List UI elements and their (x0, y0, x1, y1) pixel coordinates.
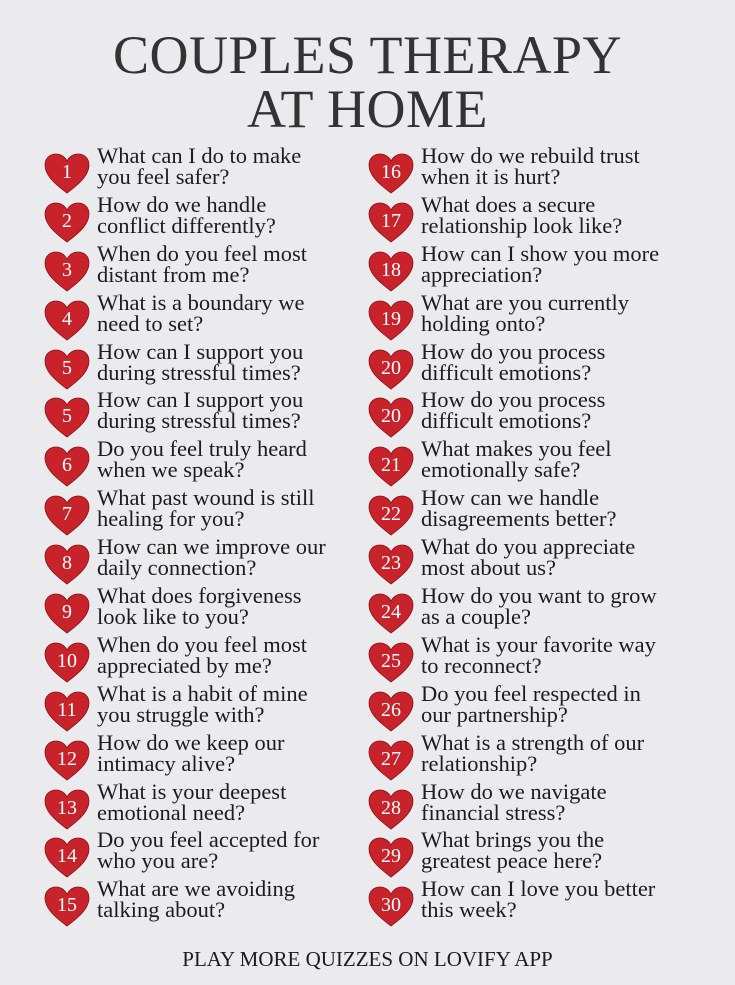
question-text (97, 191, 276, 238)
question-line: when it is hurt? (421, 164, 561, 189)
question-number: 5 (62, 356, 72, 379)
question-number: 7 (62, 503, 72, 526)
heart-icon (368, 544, 414, 586)
question-number: 26 (381, 698, 401, 721)
question-number: 1 (62, 161, 72, 183)
question-text (97, 145, 301, 187)
question-line: difficult emotions? (421, 408, 592, 434)
question-number: 14 (57, 845, 77, 868)
heart-icon (44, 789, 90, 831)
heart-icon (368, 886, 414, 928)
question-text (97, 289, 305, 336)
question-text (421, 680, 641, 727)
question-line: How do you process (421, 338, 606, 364)
heart-icon (44, 691, 90, 733)
question-line: How do we navigate (421, 778, 607, 804)
question-line: who you are? (97, 848, 219, 874)
question-line: How can we improve our (97, 534, 326, 560)
heart-icon (44, 300, 90, 342)
heart-icon (368, 740, 414, 782)
question-number: 17 (381, 209, 401, 232)
question-number: 9 (62, 601, 72, 624)
question-text (97, 631, 307, 678)
question-number: 30 (381, 894, 401, 917)
question-number: 23 (381, 552, 401, 575)
question-line: What is your favorite way (421, 631, 656, 657)
question-number: 11 (57, 698, 77, 721)
question-line: What is a boundary we (97, 289, 305, 315)
heart-icon (368, 349, 414, 391)
question-text (421, 145, 640, 187)
question-number: 15 (57, 894, 77, 917)
question-line: our partnership? (421, 701, 568, 727)
question-text (97, 338, 304, 385)
question-line: How do you want to grow (421, 583, 657, 609)
question-text (97, 729, 285, 776)
question-line: during stressful times? (97, 359, 301, 385)
question-line: distant from me? (97, 261, 250, 287)
question-line: conflict differently? (97, 212, 276, 238)
question-number: 8 (62, 552, 72, 575)
question-line: How can we handle (421, 485, 600, 511)
question-line: How do you process (421, 387, 606, 413)
question-number: 10 (57, 649, 77, 672)
question-line: When do you feel most (97, 240, 307, 266)
question-line: What are we avoiding (97, 876, 296, 902)
question-line: How do we keep our (97, 729, 285, 755)
title-line-2: AT HOME (246, 79, 488, 139)
question-text (97, 876, 296, 923)
question-line: What is a habit of mine (97, 680, 308, 706)
heart-icon (368, 202, 414, 244)
question-number: 29 (381, 845, 401, 868)
question-line: How do we rebuild trust (421, 143, 640, 168)
question-number: 28 (381, 796, 401, 819)
heart-icon (44, 642, 90, 684)
question-text (421, 583, 657, 630)
question-text (97, 436, 307, 483)
heart-icon (44, 251, 90, 293)
question-line: look like to you? (97, 604, 249, 630)
heart-icon (368, 837, 414, 879)
question-text (421, 778, 607, 825)
question-line: What do you appreciate (421, 534, 636, 560)
heart-icon (44, 397, 90, 439)
question-line: Do you feel accepted for (97, 827, 320, 853)
question-number: 5 (62, 405, 72, 428)
question-text (97, 387, 304, 434)
heart-icon (44, 153, 90, 195)
question-line: How do we handle (97, 191, 267, 217)
question-number: 6 (62, 454, 72, 477)
heart-icon (44, 202, 90, 244)
page-title (0, 25, 735, 139)
question-line: appreciation? (421, 261, 543, 287)
question-line: How can I show you more (421, 240, 660, 266)
question-text (421, 436, 612, 483)
question-line: you feel safer? (97, 164, 230, 189)
question-line: What is a strength of our (421, 729, 645, 755)
question-line: What does a secure (421, 191, 596, 217)
question-number: 21 (381, 454, 401, 477)
heart-icon (368, 691, 414, 733)
question-line: How can I support you (97, 387, 304, 413)
question-text (421, 191, 623, 238)
question-line: most about us? (421, 555, 556, 581)
heart-icon (368, 593, 414, 635)
question-line: Do you feel respected in (421, 680, 641, 706)
heart-icon (44, 593, 90, 635)
heart-icon (44, 886, 90, 928)
heart-icon (368, 397, 414, 439)
question-line: disagreements better? (421, 506, 617, 532)
question-text (421, 631, 656, 678)
question-line: financial stress? (421, 799, 566, 825)
question-line: How can I support you (97, 338, 304, 364)
question-text (421, 387, 606, 434)
question-number: 16 (381, 161, 401, 183)
question-line: What does forgiveness (97, 583, 302, 609)
question-text (97, 583, 302, 630)
question-text (97, 827, 320, 874)
question-text (421, 289, 630, 336)
question-line: healing for you? (97, 506, 245, 532)
question-line: intimacy alive? (97, 750, 236, 776)
question-line: appreciated by me? (97, 652, 272, 678)
question-line: When do you feel most (97, 631, 307, 657)
heart-icon (44, 495, 90, 537)
question-line: Do you feel truly heard (97, 436, 307, 462)
footer-call-to-action: PLAY MORE QUIZZES ON LOVIFY APP (182, 947, 553, 971)
question-line: holding onto? (421, 310, 546, 336)
question-line: daily connection? (97, 555, 257, 581)
question-number: 20 (381, 356, 401, 379)
question-number: 3 (62, 258, 72, 281)
question-text (97, 240, 307, 287)
heart-icon (368, 251, 414, 293)
question-line: this week? (421, 897, 517, 923)
heart-icon (44, 740, 90, 782)
question-number: 24 (381, 601, 401, 624)
question-line: relationship look like? (421, 212, 623, 238)
question-number: 19 (381, 307, 401, 330)
question-line: greatest peace here? (421, 848, 603, 874)
heart-icon (44, 837, 90, 879)
question-line: What makes you feel (421, 436, 612, 462)
question-number: 22 (381, 503, 401, 526)
question-line: emotional need? (97, 799, 246, 825)
question-line: talking about? (97, 897, 226, 923)
question-line: as a couple? (421, 604, 531, 630)
question-line: to reconnect? (421, 652, 542, 678)
question-text (421, 240, 660, 287)
question-text (97, 534, 326, 581)
heart-icon (368, 153, 414, 195)
question-text (421, 338, 606, 385)
question-number: 13 (57, 796, 77, 819)
heart-icon (44, 446, 90, 488)
heart-icon (368, 446, 414, 488)
question-line: when we speak? (97, 457, 245, 483)
question-number: 27 (381, 747, 401, 770)
question-text (421, 485, 617, 532)
question-line: during stressful times? (97, 408, 301, 434)
question-text (421, 534, 636, 581)
question-line: What past wound is still (97, 485, 315, 511)
question-line: What brings you the (421, 827, 605, 853)
heart-icon (44, 544, 90, 586)
question-line: need to set? (97, 310, 204, 336)
heart-icon (44, 349, 90, 391)
heart-icon (368, 300, 414, 342)
question-text (97, 778, 287, 825)
heart-icon (368, 789, 414, 831)
question-number: 2 (62, 209, 72, 232)
question-number: 20 (381, 405, 401, 428)
question-line: you struggle with? (97, 701, 265, 727)
question-number: 18 (381, 258, 401, 281)
question-number: 12 (57, 747, 77, 770)
question-text (421, 729, 645, 776)
question-text (97, 680, 308, 727)
question-line: difficult emotions? (421, 359, 592, 385)
question-line: What can I do to make (97, 143, 302, 168)
heart-icon (368, 642, 414, 684)
title-line-1: COUPLES THERAPY (112, 25, 623, 85)
question-line: relationship? (421, 750, 538, 776)
question-text (421, 827, 605, 874)
question-line: emotionally safe? (421, 457, 581, 483)
heart-icon (368, 495, 414, 537)
question-line: How can I love you better (421, 876, 656, 902)
question-text (97, 485, 315, 532)
question-line: What are you currently (421, 289, 630, 315)
question-number: 4 (62, 307, 72, 330)
question-line: What is your deepest (97, 778, 287, 804)
question-number: 25 (381, 649, 401, 672)
question-text (421, 876, 656, 923)
